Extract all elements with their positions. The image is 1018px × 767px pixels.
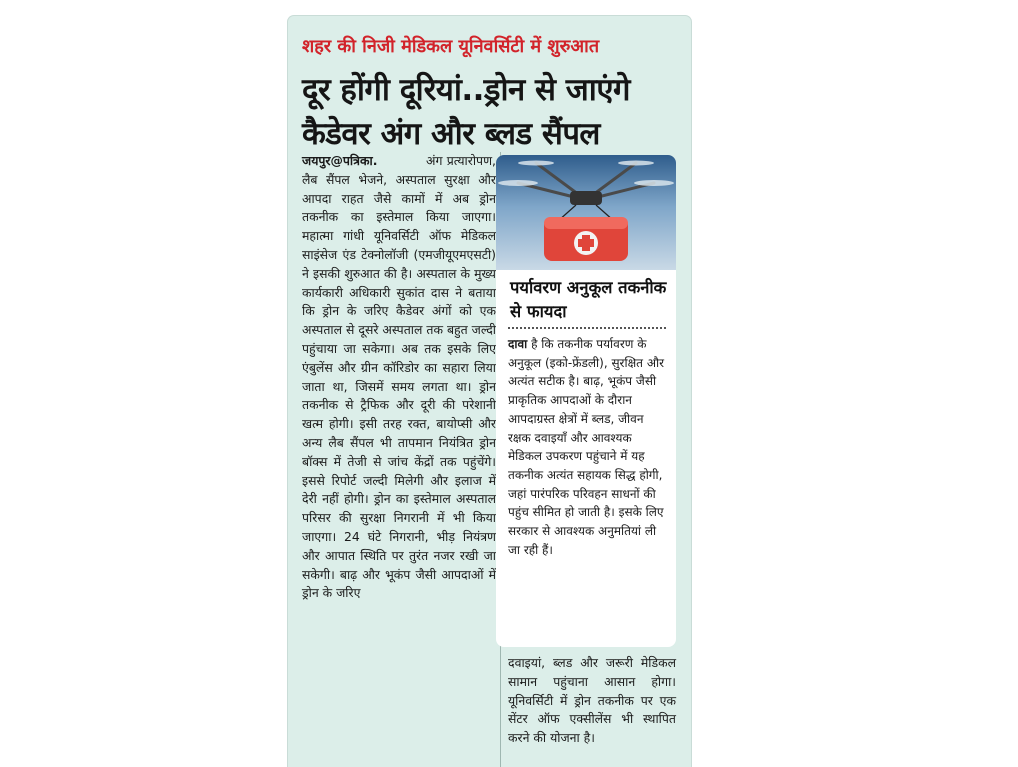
news-clipping (288, 16, 691, 767)
sidebar-body (508, 335, 668, 559)
article-body-text: अंग प्रत्यारोपण, लैब सैंपल भेजने, अस्पताल सुरक्षा और आपदा राहत जैसे कामों में अब ड्रोन तकनीक का इस्तेमाल किया जाएगा। महात्मा गांधी यूनिवर्सिटी ऑफ मेडिकल साइंसेज एंड टेक्नोलॉजी (एमजीयूएमएसटी) ने इसकी शुरुआत की है। अस्पताल के मुख्य कार्यकारी अधिकारी सुकांत दास ने बताया कि ड्रोन के जरिए कैडेवर अंगों को एक अस्पताल से दूसरे अस्पताल तक बहुत जल्दी पहुंचाया जा सकेगा। अब तक इसके लिए एंबुलेंस और ग्रीन कॉरिडोर का सहारा लिया जाता था, जिसमें समय लगता था। ड्रोन तकनीक से ट्रैफिक और दूरी की परेशानी खत्म होगी। इसी तरह रक्त, बायोप्सी और अन्य लैब सैंपल भी तापमान नियंत्रित ड्रोन बॉक्स में तेजी से जांच केंद्रों तक पहुंचेंगे। इससे रिपोर्ट जल्दी मिलेगी और इलाज में देरी नहीं होगी। ड्रोन का इस्तेमाल अस्पताल परिसर की सुरक्षा निगरानी में भी किया जाएगा। 24 घंटे निगरानी, भीड़ नियंत्रण और आपात स्थिति पर तुरंत नजर रखी जा सकेगी। बाढ़ और भूकंप जैसी आपदाओं में ड्रोन के जरिए (302, 153, 496, 601)
sidebar-lead: दावा (508, 337, 528, 351)
article-headline (302, 68, 687, 156)
headline-line-1: दूर होंगी दूरियां..ड्रोन से जाएंगे (302, 72, 630, 108)
article-kicker: शहर की निजी मेडिकल यूनिवर्सिटी में शुरुआत (302, 36, 600, 57)
article-continuation: दवाइयां, ब्लड और जरूरी मेडिकल सामान पहुंचाना आसान होगा। यूनिवर्सिटी में ड्रोन तकनीक पर एक सेंटर ऑफ एक्सीलेंस भी स्थापित करने की योजना है। (508, 655, 676, 746)
dateline: जयपुर@पत्रिका. (302, 153, 378, 168)
drone-photo (496, 155, 676, 270)
sidebar-divider (508, 327, 666, 329)
headline-line-2: कैडेवर अंग और ब्लड सैंपल (302, 116, 600, 152)
drone-illustration (496, 155, 676, 270)
sidebar-title: पर्यावरण अनुकूल तकनीक से फायदा (510, 278, 667, 321)
article-body (302, 152, 496, 603)
sidebar-body-text: है कि तकनीक पर्यावरण के अनुकूल (इको-फ्रेंडली), सुरक्षित और अत्यंत सटीक है। बाढ़, भूकंप जैसी प्राकृतिक आपदाओं के दौरान आपदाग्रस्त क्षेत्रों में ब्लड, जीवन रक्षक दवाइयाँ और आवश्यक मेडिकल उपकरण पहुंचाने में यह तकनीक अत्यंत सहायक सिद्ध होगी, जहां पारंपरिक परिवहन साधनों की पहुंच सीमित हो जाती है। इसके लिए सरकार से आवश्यक अनुमतियां ली जा रही हैं। (508, 337, 665, 557)
sidebar-box (496, 155, 676, 647)
